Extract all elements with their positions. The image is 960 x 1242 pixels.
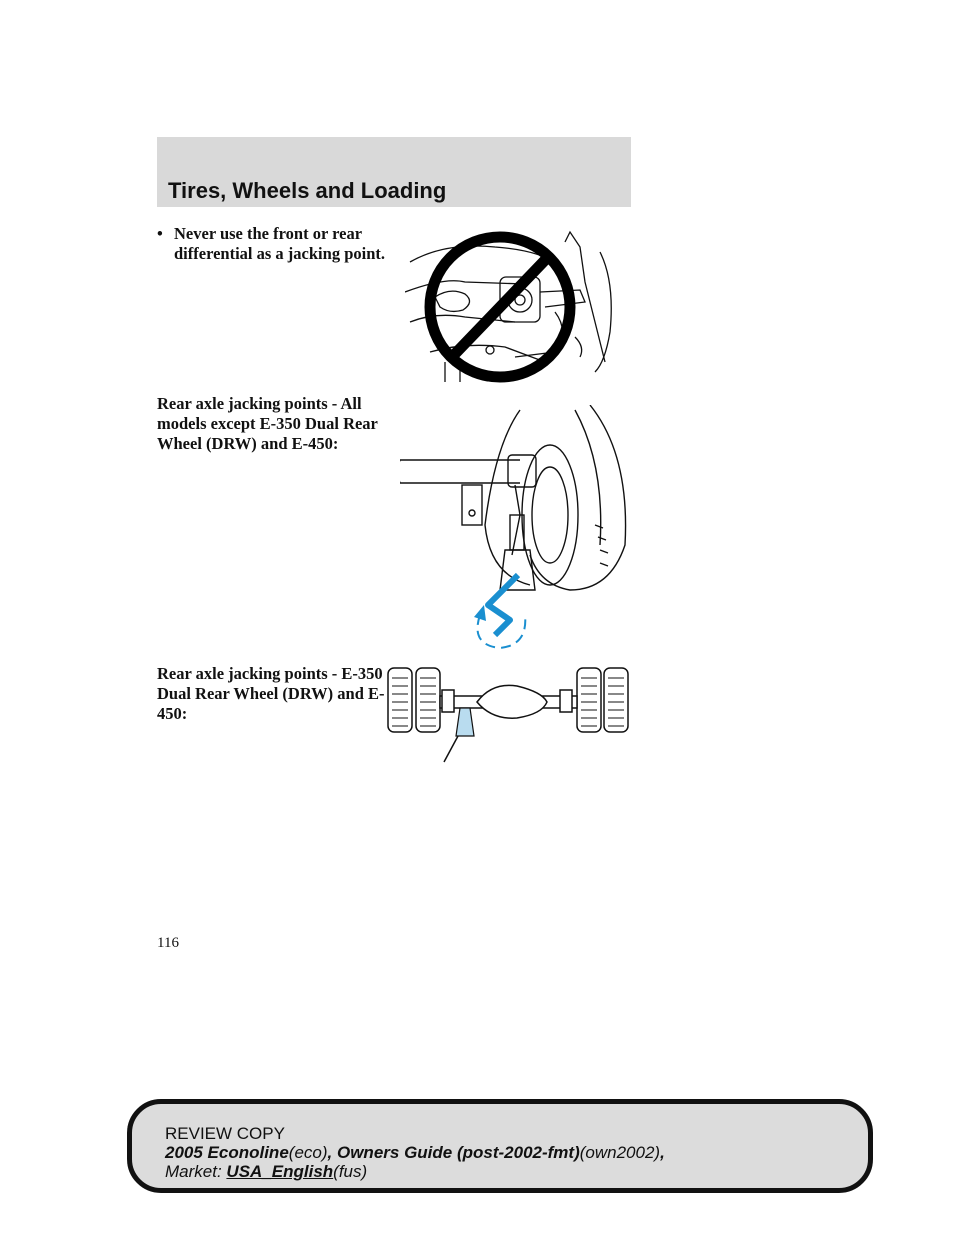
footer-sep-1: , <box>327 1143 333 1162</box>
footer-market-label: Market: <box>165 1162 222 1181</box>
footer-line-1: REVIEW COPY <box>165 1124 285 1143</box>
bullet-text: Never use the front or rear differential as a jacking point. <box>174 224 385 263</box>
footer-line-2 <box>165 1143 665 1162</box>
section-title: Tires, Wheels and Loading <box>168 178 447 203</box>
rear-axle-drw-label: Rear axle jacking points - E-350 Dual Rear Wheel (DRW) and E-450: <box>157 664 385 723</box>
footer-model: 2005 Econoline <box>165 1143 289 1162</box>
dual-rear-wheel-axle-figure <box>382 664 632 764</box>
review-footer-text <box>165 1124 665 1181</box>
differential-prohibited-figure <box>405 222 620 387</box>
footer-guide: Owners Guide (post-2002-fmt) <box>336 1143 580 1162</box>
bullet-item <box>157 224 397 264</box>
rear-axle-standard-label: Rear axle jacking points - All models except E-350 Dual Rear Wheel (DRW) and E-450: <box>157 394 378 453</box>
footer-line-3 <box>165 1162 665 1181</box>
footer-model-code: (eco) <box>288 1143 328 1162</box>
footer-sep-2: , <box>660 1143 665 1162</box>
page-number: 116 <box>157 935 179 951</box>
footer-market-code: (fus) <box>333 1162 368 1181</box>
bullet-symbol: • <box>157 224 163 243</box>
footer-guide-code: (own2002) <box>579 1143 661 1162</box>
footer-market: USA_English <box>226 1162 334 1181</box>
rear-axle-jack-figure <box>400 405 635 650</box>
